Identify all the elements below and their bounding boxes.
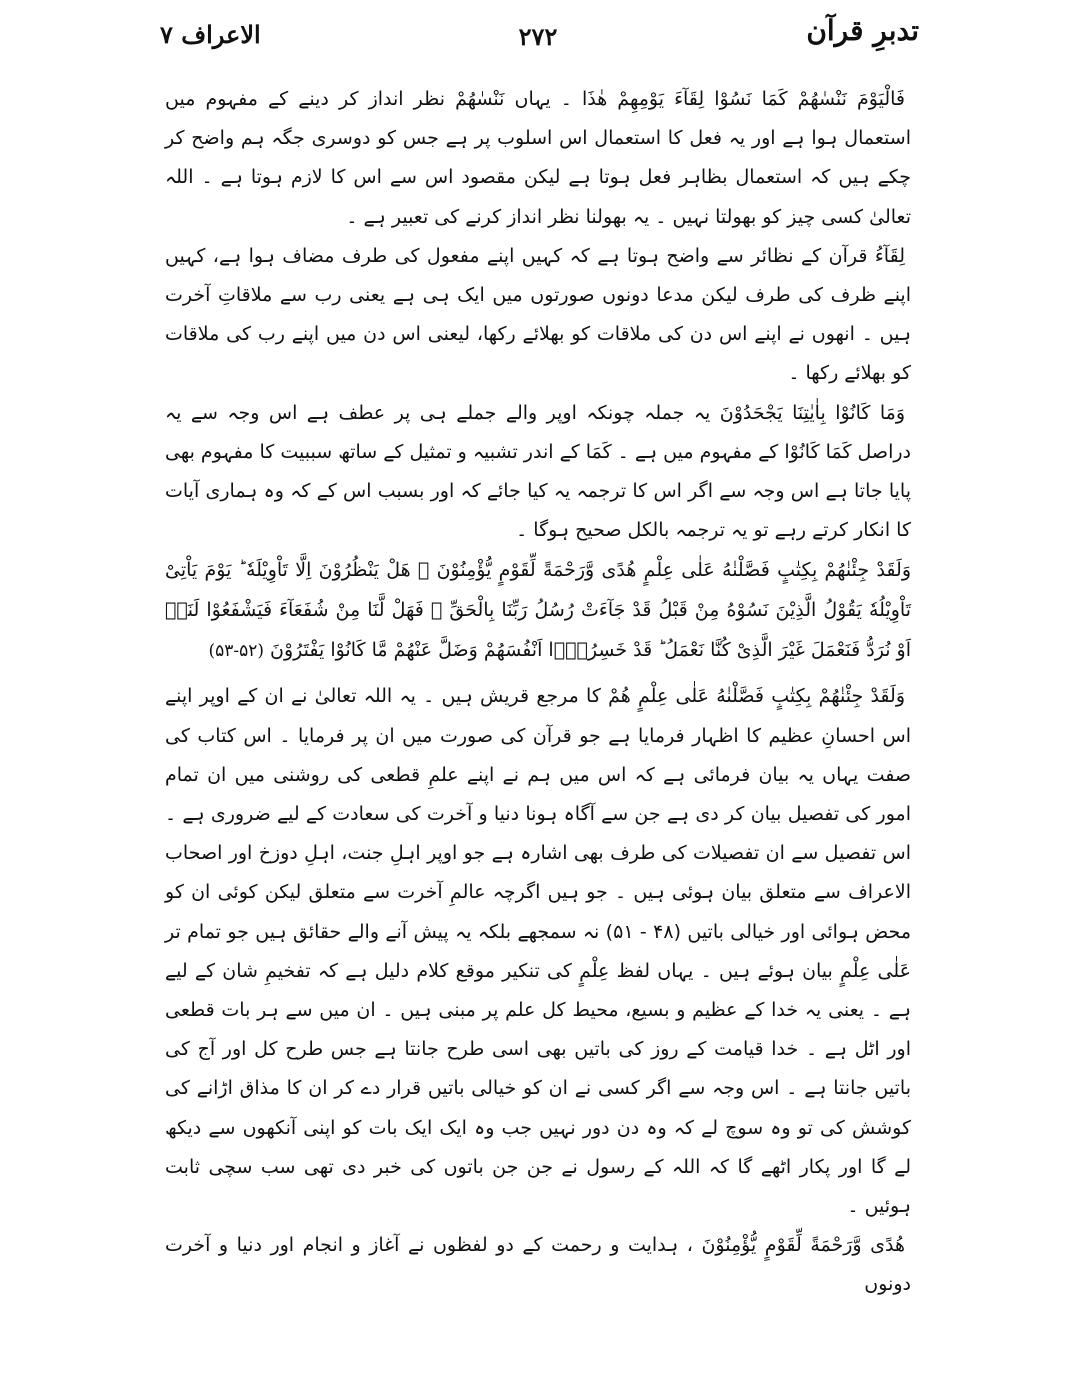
quran-verse [165, 550, 911, 671]
surah-name: الاعراف ۷ [160, 20, 261, 49]
verse-reference: (۵۲-۵۳) [208, 641, 264, 662]
book-title: تدبرِ قرآن [806, 14, 919, 47]
page-header [160, 10, 919, 52]
paragraph: هُدًى وَّرَحْمَةً لِّقَوْمٍ یُّؤْمِنُوْنَ ، ہدایت و رحمت کے دو لفظوں نے آغاز و انجام اور دنیا و آخرت دونوں [165, 1234, 911, 1296]
paragraph: فَالْیَوْمَ نَنْسٰهُمْ كَمَا نَسُوْا لِقَآءَ یَوْمِهِمْ هٰذَا ۔ یہاں نَنْسٰهُمْ نظر انداز کر دینے کے مفہوم میں استعمال ہوا ہے اور یہ فعل کا استعمال اس اسلوب پر ہے جس کو دوسری جگہ ہم واضح کر چکے ہیں کہ استعمال بظاہر فعل ہوتا ہے لیکن مقصود اس سے اس کا لازم ہوتا ہے ۔ اللہ تعالیٰ کسی چیز کو بھولتا نہیں ۔ یہ بھولنا نظر انداز کرنے کی تعبیر ہے ۔ [165, 88, 911, 228]
page-number: ۲۷۲ [518, 22, 558, 51]
paragraph: وَلَقَدْ جِئْنٰهُمْ بِكِتٰبٍ فَصَّلْنٰهُ عَلٰى عِلْمٍ هُمْ کا مرجع قریش ہیں ۔ یہ اللہ تعالیٰ نے ان کے اوپر اپنے اس احسانِ عظیم کا اظہار فرمایا ہے جو قرآن کی صورت میں ان پر فرمایا ۔ اس کتاب کی صفت یہاں یہ بیان فرمائی ہے کہ اس میں ہم نے اپنے علمِ قطعی کی روشنی میں ان تمام امور کی تفصیل بیان کر دی ہے جن سے آگاہ ہونا دنیا و آخرت کی سعادت کے لیے ضروری ہے ۔ اس تفصیل سے ان تفصیلات کی طرف بھی اشارہ ہے جو اوپر اہلِ جنت، اہلِ دوزخ اور اصحاب الاعراف سے متعلق بیان ہوئی ہیں ۔ جو ہیں اگرچہ عالمِ آخرت سے متعلق لیکن کوئی ان کو محض ہوائی اور خیالی باتیں (۴۸ - ۵۱) نہ سمجھے بلکہ یہ پیش آنے والے حقائق ہیں جو تمام تر عَلٰى عِلْمٍ بیان ہوئے ہیں ۔ یہاں لفظ عِلْمٍ کی تنکیر موقع کلام دلیل ہے کہ تفخیمِ شان کے لیے ہے ۔ یعنی یہ خدا کے عظیم و بسیع، محیط کل علم پر مبنی ہیں ۔ ان میں سے ہر بات قطعی اور اٹل ہے ۔ خدا قیامت کے روز کی باتیں بھی اسی طرح جانتا ہے جس طرح کل اور آج کی باتیں جانتا ہے ۔ اس وجہ سے اگر کسی نے ان کو خیالی باتیں قرار دے کر ان کا مذاق اڑانے کی کوشش کی تو وہ سوچ لے کہ وہ دن دور نہیں جب وہ ایک ایک بات کو اپنی آنکھوں سے دیکھ لے گا اور پکار اٹھے گا کہ اللہ کے رسول نے جن جن باتوں کی خبر دی تھی سب سچی ثابت ہوئیں ۔ [165, 685, 912, 1218]
paragraph: وَمَا كَانُوْا بِاٰیٰتِنَا یَجْحَدُوْنَ یہ جملہ چونکہ اوپر والے جملے ہی پر عطف ہے اس وجہ سے یہ دراصل كَمَا كَانُوْا کے مفہوم میں ہے ۔ كَمَا کے اندر تشبیہ و تمثیل کے ساتھ سببیت کا مفہوم بھی پایا جاتا ہے اس وجہ سے اگر اس کا ترجمہ یہ کیا جائے کہ اور بسبب اس کے کہ وہ ہماری آیات کا انکار کرتے رہے تو یہ ترجمہ بالکل صحیح ہوگا ۔ [165, 401, 911, 542]
verse-text: وَلَقَدْ جِئْنٰهُمْ بِكِتٰبٍ فَصَّلْنٰهُ عَلٰى عِلْمٍ هُدًى وَّرَحْمَةً لِّقَوْمٍ یُّؤْمِنُوْنَ ۞ هَلْ یَنْظُرُوْنَ اِلَّا تَاْوِیْلَهٗ ؕ یَوْمَ یَاْتِیْ تَاْوِیْلُهٗ یَقُوْلُ الَّذِیْنَ نَسُوْهُ مِنْ قَبْلُ قَدْ جَآءَتْ رُسُلُ رَبِّنَا بِالْحَقِّ ۚ فَهَلْ لَّنَا مِنْ شُفَعَآءَ فَیَشْفَعُوْا لَنَاۤ اَوْ نُرَدُّ فَنَعْمَلَ غَیْرَ الَّذِیْ كُنَّا نَعْمَلُ ؕ قَدْ خَسِرُوْۤا اَنْفُسَهُمْ وَضَلَّ عَنْهُمْ مَّا كَانُوْا یَفْتَرُوْنَ [165, 559, 911, 662]
page-body [165, 80, 911, 1305]
paragraph: لِقَآءُ قرآن کے نظائر سے واضح ہوتا ہے کہ کہیں اپنے مفعول کی طرف مضاف ہوا ہے، کہیں اپنے ظرف کی طرف لیکن مدعا دونوں صورتوں میں ایک ہی ہے یعنی رب سے ملاقاتِ آخرت ہیں ۔ انھوں نے اپنے اس دن کی ملاقات کو بھلائے رکھا، لیعنی اس دن میں اپنے رب کی ملاقات کو بھلائے رکھا ۔ [165, 244, 911, 385]
